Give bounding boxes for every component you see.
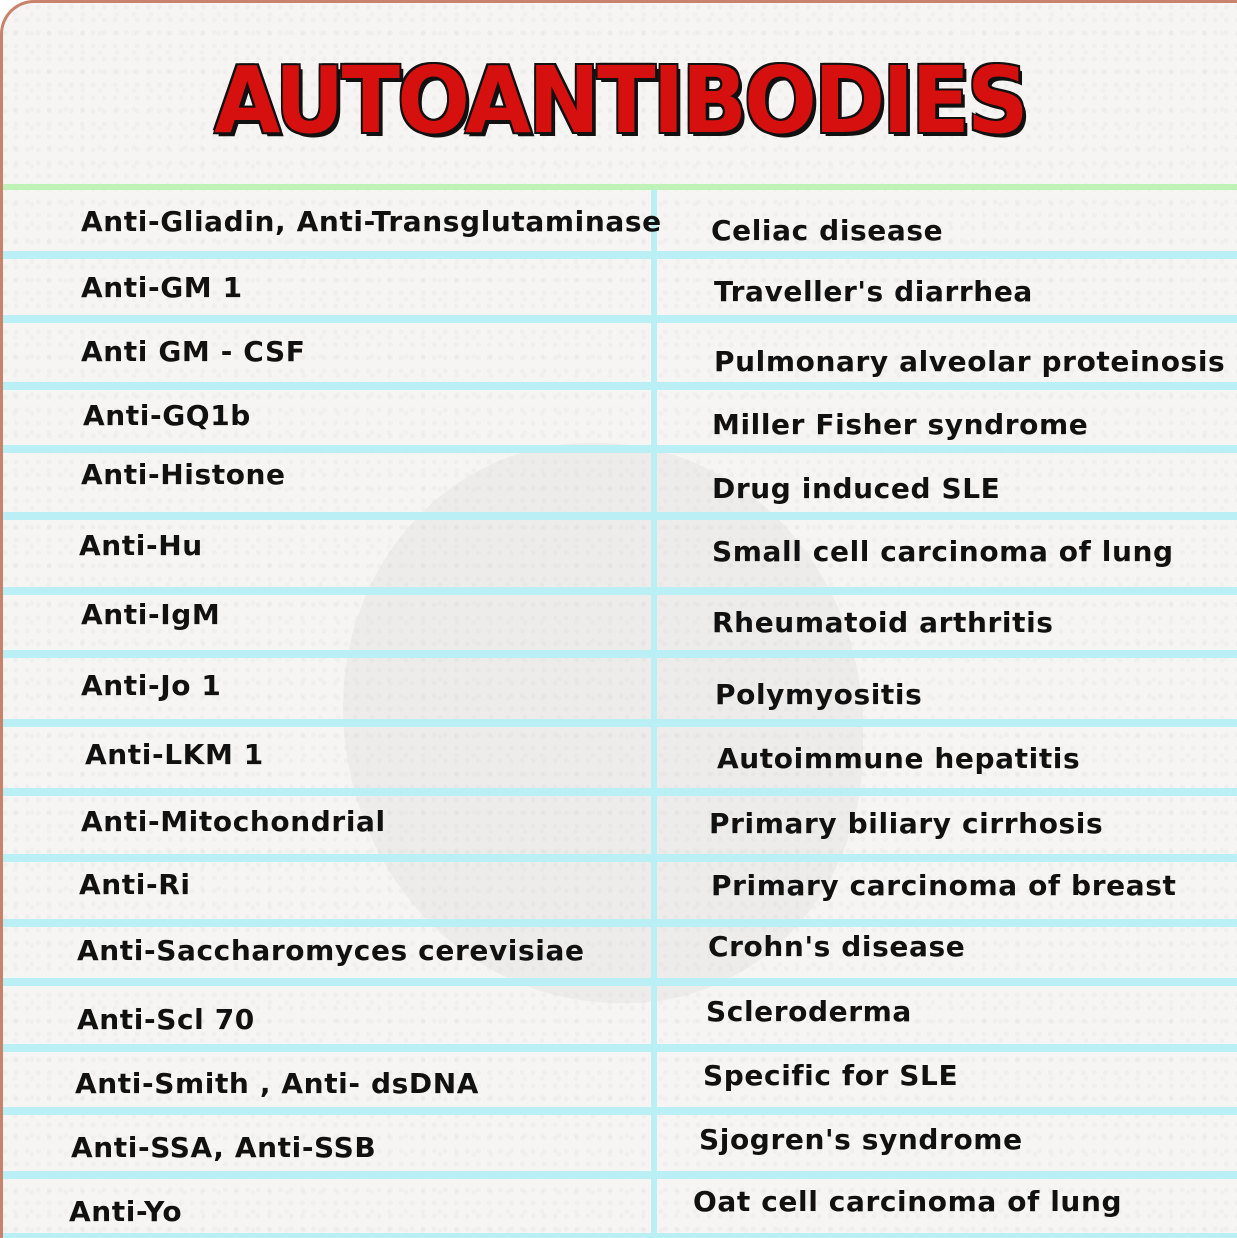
associated-disease: Miller Fisher syndrome — [712, 408, 1089, 441]
associated-disease: Autoimmune hepatitis — [717, 742, 1081, 775]
associated-disease: Celiac disease — [711, 214, 944, 247]
antibody-name: Anti-Scl 70 — [77, 1003, 255, 1036]
antibody-name: Anti-Yo — [69, 1195, 183, 1228]
associated-disease: Crohn's disease — [708, 930, 966, 963]
associated-disease: Drug induced SLE — [712, 472, 1001, 505]
associated-disease: Pulmonary alveolar proteinosis — [714, 345, 1226, 378]
associated-disease: Oat cell carcinoma of lung — [693, 1185, 1123, 1218]
associated-disease: Scleroderma — [706, 995, 912, 1028]
associated-disease: Primary carcinoma of breast — [711, 869, 1177, 902]
associated-disease: Specific for SLE — [703, 1059, 959, 1092]
antibody-name: Anti-Hu — [79, 529, 203, 562]
antibody-name: Anti-Jo 1 — [81, 669, 222, 702]
associated-disease: Polymyositis — [715, 678, 923, 711]
antibody-name: Anti-Smith , Anti- dsDNA — [75, 1067, 480, 1100]
associated-disease: Small cell carcinoma of lung — [712, 535, 1174, 568]
antibody-name: Anti-Ri — [79, 868, 191, 901]
associated-disease: Traveller's diarrhea — [714, 275, 1033, 308]
antibody-name: Anti-Gliadin, Anti-Transglutaminase — [81, 205, 662, 238]
antibody-name: Anti-GQ1b — [83, 399, 251, 432]
associated-disease: Rheumatoid arthritis — [712, 606, 1054, 639]
associated-disease: Primary biliary cirrhosis — [709, 807, 1104, 840]
antibody-name: Anti GM - CSF — [81, 335, 306, 368]
antibody-name: Anti-Histone — [81, 458, 286, 491]
antibody-name: Anti-Saccharomyces cerevisiae — [77, 934, 585, 967]
autoantibody-table — [3, 184, 1237, 1238]
antibody-name: Anti-GM 1 — [81, 271, 243, 304]
associated-disease: Sjogren's syndrome — [699, 1123, 1023, 1156]
antibody-name: Anti-IgM — [81, 598, 221, 631]
antibody-name: Anti-Mitochondrial — [81, 805, 386, 838]
antibody-name: Anti-SSA, Anti-SSB — [71, 1131, 377, 1164]
antibody-name: Anti-LKM 1 — [85, 738, 264, 771]
page-title: AUTOANTIBODIES — [214, 47, 1026, 154]
